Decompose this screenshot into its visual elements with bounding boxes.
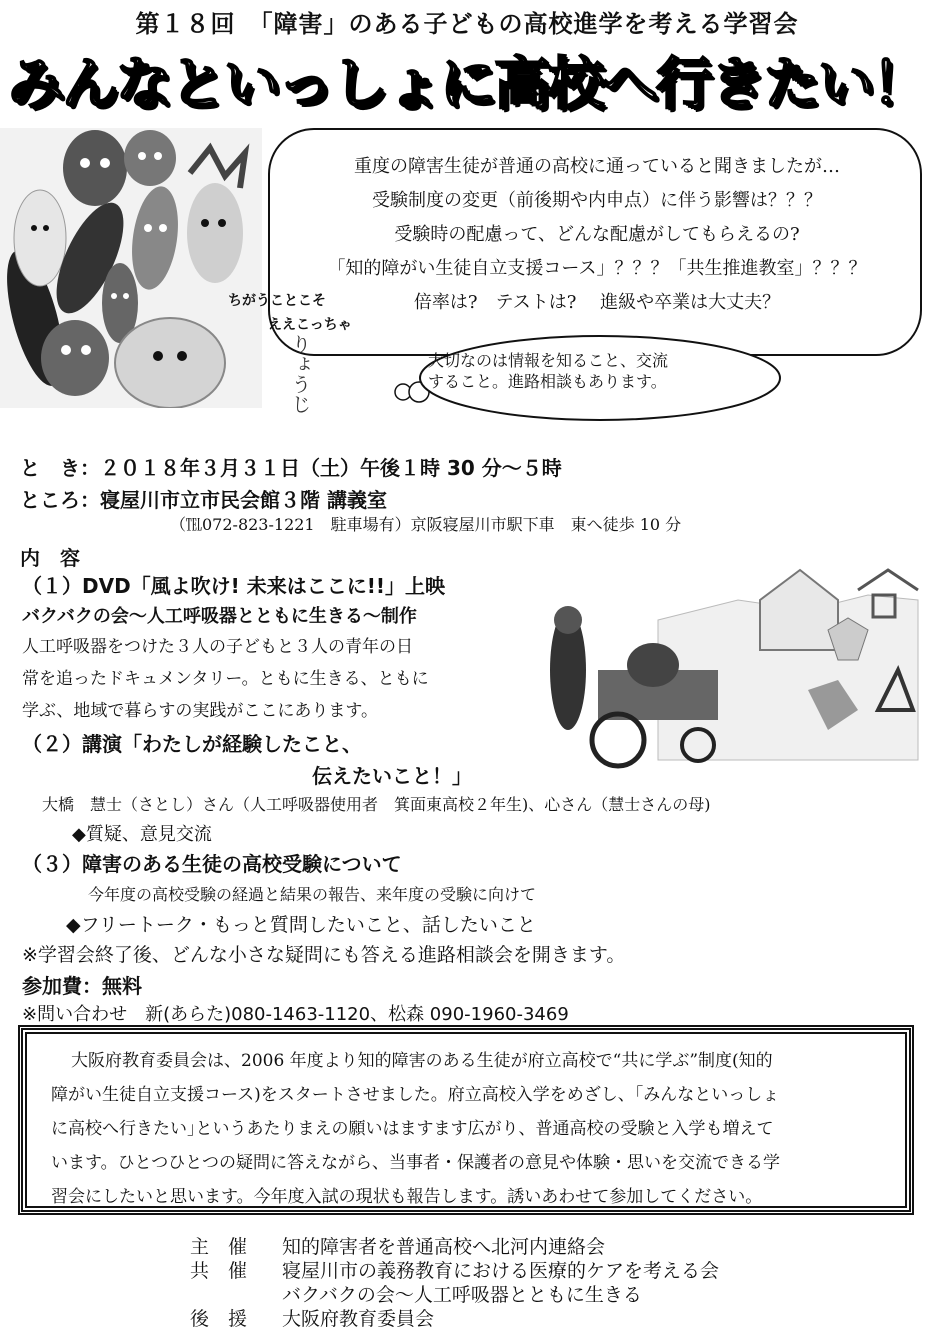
program-item-2-title-cont: 伝えたいこと！」 [312,764,472,788]
program-item-2-title: （２）講演「わたしが経験したこと、 [22,732,362,756]
daikon [14,190,66,286]
venue-access: （℡072-823-1221 駐車場有）京阪寝屋川市駅下車 東へ徒歩 10 分 [170,515,682,534]
notice-line: 障がい生徒自立支援コース)をスタートさせました。府立高校入学をめざし、｢みんなといっしょ [51,1085,780,1105]
program-item-3-free-talk: ◆フリートーク・もっと質問したいこと、話したいこと [66,914,536,936]
notice-box [18,1025,914,1215]
tomato [124,130,176,186]
handwritten-signature: りょうじ [288,334,312,414]
event-venue: ところ：寝屋川市立市民会館３階 講義室 [20,488,387,512]
notice-line: 大阪府教育委員会は、2006 年度より知的障害のある生徒が府立高校で“共に学ぶ”制度(知的 [71,1051,773,1071]
host-label: 主 催 [190,1236,248,1258]
red-pepper [41,320,109,396]
notice-line: 習会にしたいと思います。今年度入試の現状も報告します。誘いあわせて参加してください。 [51,1187,763,1207]
cohost-1: 寝屋川市の義務教育における医療的ケアを考える会 [282,1260,720,1282]
program-item-1-desc: 常を追ったドキュメンタリー。ともに生きる、ともに [22,669,429,689]
cloud-message [428,350,768,392]
pepper-top [63,130,127,206]
cohost-2: バクバクの会～人工呼吸器とともに生きる [282,1284,642,1306]
program-item-1-desc: 人工呼吸器をつけた３人の子どもと３人の青年の日 [22,637,413,657]
handwritten-message-1: ちがうことこそ [228,293,326,309]
program-item-3-desc: 今年度の高校受験の経過と結果の報告、来年度の受験に向けて [88,885,537,904]
program-item-3-title: （３）障害のある生徒の高校受験について [22,852,402,876]
cloud-line-1: 大切なのは情報を知ること、交流 [428,351,669,370]
program-item-1-title: （１）DVD「風よ吹け! 未来はここに!!」上映 [22,574,446,598]
participation-fee: 参加費：無料 [22,974,142,998]
question-line: 受験時の配慮って、どんな配慮がしてもらえるの? [394,224,800,245]
program-item-2-speakers: 大橋 慧士（さとし）さん（人工呼吸器使用者 箕面東高校２年生)、心さん（慧士さんの母) [42,795,711,814]
event-series-title: 第１８回 「障害」のある子どもの高校進学を考える学習会 [135,10,799,38]
wheelchair-illustration [538,560,926,790]
notice-line: います。ひとつひとつの疑問に答えながら、当事者・保護者の意見や体験・思いを交流できる学 [51,1153,780,1173]
cohost-label: 共 催 [190,1260,248,1282]
consultation-note: ※学習会終了後、どんな小さな疑問にも答える進路相談会を開きます。 [22,944,626,966]
question-line: 受験制度の変更（前後期や内申点）に伴う影響は？？？ [372,190,822,211]
content-heading: 内 容 [20,546,80,570]
program-item-1-producer: バクバクの会～人工呼吸器とともに生きる～制作 [22,606,417,627]
notice-line: に高校へ行きたい｣というあたりまえの願いはますます広がり、普通高校の受験と入学も増えて [51,1119,774,1139]
cabbage [115,318,225,408]
support: 大阪府教育委員会 [282,1308,435,1330]
support-label: 後 援 [190,1308,248,1330]
question-bubble [268,128,922,356]
question-line: 「知的障がい生徒自立支援コース」？？？「共生推進教室」？？？ [327,258,867,279]
cloud-line-2: すること。進路相談もあります。 [428,372,667,391]
program-item-2-qa: ◆質疑、意見交流 [72,824,212,845]
event-datetime: と き：２０１８年３月３１日（土）午後１時 30 分～５時 [20,456,562,480]
question-line: 倍率は? テストは? 進級や卒業は大丈夫？ [413,292,781,313]
program-item-1-desc: 学ぶ、地域で暮らすの実践がここにあります。 [22,701,378,721]
vegetables-photo [0,128,262,408]
host: 知的障害者を普通高校へ北河内連絡会 [282,1236,606,1258]
main-title: みんなといっしょに高校へ行きたい！ [8,52,926,117]
question-line: 重度の障害生徒が普通の高校に通っていると聞きましたが… [354,156,840,177]
handwritten-message-2: ええこっちゃ [268,317,352,333]
contact-info: ※問い合わせ 新(あらた)080-1463-1120、松森 090-1960-3469 [22,1004,569,1025]
